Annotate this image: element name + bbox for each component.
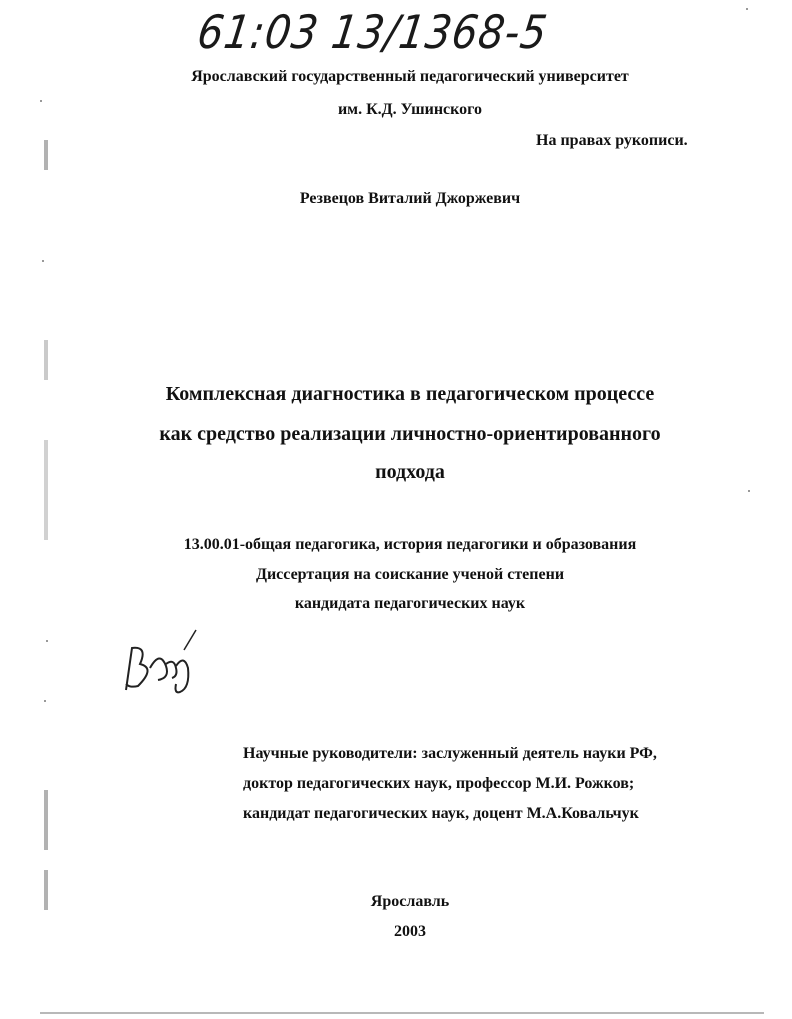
scan-artifact: [44, 790, 48, 850]
scan-artifact: [46, 640, 48, 642]
specialty-code: 13.00.01-общая педагогика, история педагогики и образования: [183, 536, 637, 553]
scan-artifact: [44, 140, 48, 170]
university-line: Ярославский государственный педагогический университет: [191, 68, 629, 85]
degree-line-1: Диссертация на соискание ученой степени: [255, 566, 565, 583]
year: 2003: [394, 923, 426, 940]
scan-edge-line: [40, 1012, 764, 1014]
scan-artifact: [44, 340, 48, 380]
scan-artifact: [44, 440, 48, 540]
scan-artifact: [746, 8, 748, 10]
handwritten-note-signature: [118, 628, 208, 698]
city: Ярославль: [370, 893, 450, 910]
author-name: Резвецов Виталий Джоржевич: [299, 190, 521, 207]
dissertation-title-line-1: Комплексная диагностика в педагогическом процессе: [165, 383, 655, 405]
archive-number-handwritten: 61:03 13/1368-5: [194, 6, 551, 60]
dissertation-title-line-2: как средство реализации личностно-ориентированного: [159, 423, 661, 445]
supervisors-line-1: Научные руководители: заслуженный деятель науки РФ,: [243, 745, 657, 762]
university-name-line: им. К.Д. Ушинского: [337, 101, 483, 118]
handwritten-note: [118, 628, 208, 703]
supervisors-line-2: доктор педагогических наук, профессор М.И. Рожков;: [243, 775, 635, 792]
manuscript-rights: На правах рукописи.: [536, 132, 688, 149]
scan-artifact: [44, 700, 46, 702]
scan-artifact: [42, 260, 44, 262]
scan-artifact: [44, 870, 48, 910]
scan-artifact: [748, 490, 750, 492]
scan-artifact: [40, 100, 42, 102]
dissertation-title-line-3: подхода: [375, 461, 445, 483]
degree-line-2: кандидата педагогических наук: [294, 595, 526, 612]
supervisors-line-3: кандидат педагогических наук, доцент М.А.Ковальчук: [243, 805, 639, 822]
